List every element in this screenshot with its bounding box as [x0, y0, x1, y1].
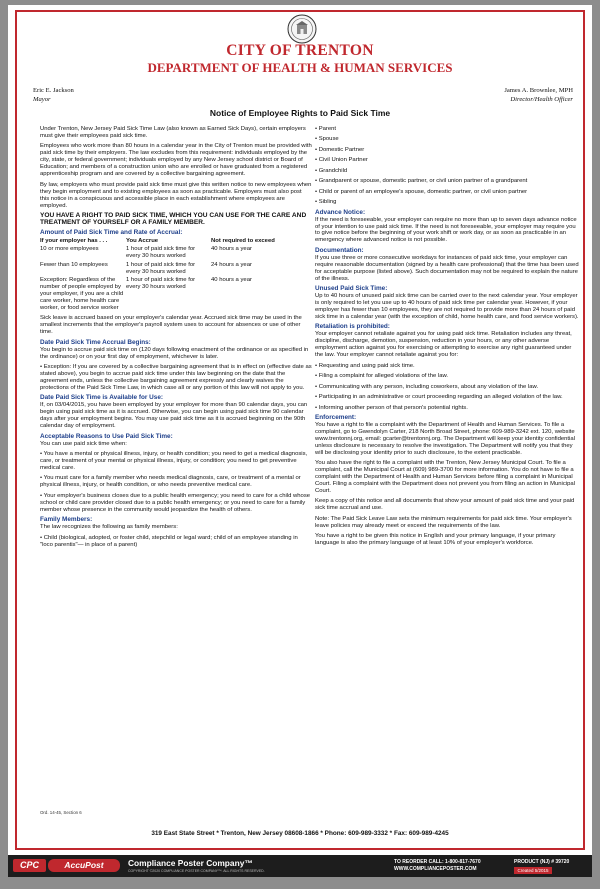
documentation-heading: Documentation:: [315, 246, 364, 254]
table-header-cell: You Accrue: [126, 237, 159, 244]
cpc-logo: CPC: [13, 859, 46, 872]
list-item: • Grandparent or spouse, domestic partner, or civil union partner of a grandparent: [315, 178, 528, 185]
table-header-cell: If your employer has . . .: [40, 237, 108, 244]
ordinance-ref: Ord. 14-45, Section 6: [40, 810, 82, 815]
posting-paragraph: By law, employers who must provide paid sick time must give this written notice to new employees when they begin employment and to existing employees as soon as practicable. Employers must also post this notice in a conspicuous and accessible place in each establishment where employees are employed.: [40, 181, 312, 209]
director-block: [504, 86, 573, 104]
reorder-block: [394, 859, 481, 872]
list-item: • Participating in an administrative or court proceeding regarding an alleged violation of the law.: [315, 394, 563, 401]
table-cell: 1 hour of paid sick time for every 30 hours worked: [126, 246, 196, 260]
list-item: • Parent: [315, 126, 337, 132]
right-column: [315, 126, 579, 551]
date-use-text: If, on 03/04/2015, you have been employed by your employer for more than 90 calendar days, you can begin using paid sick time as it is accrued. Otherwise, you can begin using paid sick time 90 calendar days after your employment begins. You may use paid sick time as it is accrued beginning on the 90th calendar day of employment.: [40, 402, 308, 430]
list-item: • Child or parent of an employee's spouse, domestic partner, or civil union partner: [315, 188, 528, 195]
poster-frame: [15, 10, 585, 850]
list-item: • Informing another person of that person's potential rights.: [315, 404, 468, 411]
accupost-logo: AccuPost: [48, 859, 120, 872]
reasons-intro: You can use paid sick time when:: [40, 440, 127, 447]
director-title: Director/Health Officer: [510, 96, 573, 103]
created-badge: Created 5/2015: [514, 867, 552, 874]
note-text: Note: The Paid Sick Leave Law sets the minimum requirements for paid sick time. Your employer's leave policies may already meet or exceed the requirements of the law.: [315, 515, 572, 529]
city-title: CITY OF TRENTON: [226, 42, 374, 59]
table-cell: 24 hours a year: [211, 261, 252, 268]
table-cell: 1 hour of paid sick time for every 30 hours worked: [126, 261, 196, 275]
poster: [8, 5, 592, 877]
list-item: • Child (biological, adopted, or foster child, stepchild or legal ward; child of an employee standing in "loco parentis"— in place of a parent): [40, 534, 298, 548]
date-accrual-heading: Date Paid Sick Time Accrual Begins:: [40, 338, 151, 346]
reasons-heading: Acceptable Reasons to Use Paid Sick Time:: [40, 432, 173, 440]
list-item: • Communicating with any person, including coworkers, about any violation of the law.: [315, 383, 539, 390]
court-text: You also have the right to file a complaint with the Trenton, New Jersey Municipal Court. To file a complaint, call the Municipal Court at (609) 989-3700 for more information. You do not have to file a complaint with the Department of Health and Human Services before filing a complaint in Municipal Court. Filing a complaint with the Department does not prevent you from filing an action in Municipal Court.: [315, 460, 575, 494]
unused-heading: Unused Paid Sick Time:: [315, 285, 388, 293]
address-line: 319 East State Street * Trenton, New Jersey 08608-1866 * Phone: 609-989-3332 * Fax: 609-989-4245: [151, 830, 449, 837]
reorder-phone: TO REORDER CALL: 1-800-817-7670: [394, 859, 481, 865]
list-item: • Sibling: [315, 199, 337, 206]
mayor-block: [33, 86, 74, 104]
retaliation-text: Your employer cannot retaliate against you for using paid sick time. Retaliation includes any threat, discipline, discharge, demotion, suspension, reduction in your hours, or any other adverse employment action against you for exercising or attempting to exercise any right guaranteed under the law. Your employer cannot retaliate against you for:: [315, 331, 572, 359]
advance-heading: Advance Notice:: [315, 208, 366, 216]
list-item: • Domestic Partner: [315, 146, 365, 153]
rights-heading: YOU HAVE A RIGHT TO PAID SICK TIME, WHICH YOU CAN USE FOR THE CARE AND TREATMENT OF YOURSELF OR A FAMILY MEMBER.: [40, 211, 307, 226]
family-intro: The law recognizes the following as family members:: [40, 524, 178, 531]
table-row: [40, 246, 312, 261]
keep-copy-text: Keep a copy of this notice and all documents that show your amount of paid sick time and your paid sick time accrual and use.: [315, 498, 575, 512]
unused-text: Up to 40 hours of unused paid sick time can be carried over to the next calendar year. Your employer is only required to let you use up to 40 hours of paid sick time per calendar year. However, if your employer has fewer than 10 employees, they are not required to provide more than 24 hours of paid sick time in a calendar year (with the exception of child, home health care, and food service workers).: [315, 293, 579, 320]
company-name: Compliance Poster Company™: [128, 858, 253, 868]
table-row: [40, 262, 312, 277]
amount-heading: Amount of Paid Sick Time and Rate of Accrual:: [40, 228, 183, 236]
copyright-line: COPYRIGHT ©2020 COMPLIANCE POSTER COMPANY™. ALL RIGHTS RESERVED.: [128, 869, 265, 873]
list-item: • Filing a complaint for alleged violations of the law.: [315, 373, 449, 380]
city-seal-icon: [287, 14, 317, 44]
family-heading: Family Members:: [40, 516, 93, 524]
table-cell: 40 hours a year: [211, 246, 252, 253]
table-cell: 1 hour of paid sick time for every 30 hours worked: [126, 277, 196, 291]
eligibility-paragraph: Employees who work more than 80 hours in a calendar year in the City of Trenton must be provided with paid sick time by their employers. The law excludes from this requirement: individuals employed by the city, state, or federal government; individuals employed by any New Jersey school district or Board of Education; and members of a construction union who are enrolled or have graduated from a registered apprenticeship program and are covered by a collective bargaining agreement.: [40, 143, 312, 178]
list-item: • Civil Union Partner: [315, 157, 368, 164]
list-item: • Spouse: [315, 136, 339, 143]
retaliation-heading: Retaliation is prohibited:: [315, 323, 390, 331]
advance-text: If the need is foreseeable, your employer can require no more than up to seven days advance notice of your intention to use paid sick time. If the need is not foreseeable, your employer may require you to give notice before the beginning of your work shift or work day, or as soon as practicable in an emergency where advanced notice is not possible.: [315, 216, 577, 244]
intro-paragraph: Under Trenton, New Jersey Paid Sick Time Law (also known as Earned Sick Days), certain employers must give their employees paid sick time.: [40, 126, 306, 139]
mayor-title: Mayor: [33, 96, 51, 103]
website-link[interactable]: WWW.COMPLIANCEPOSTER.COM: [394, 865, 477, 872]
table-row: [40, 277, 312, 313]
table-cell: 10 or more employees: [40, 246, 99, 253]
table-cell: Fewer than 10 employees: [40, 261, 108, 268]
documentation-text: If you use three or more consecutive workdays for instances of paid sick time, your employer can require reasonable documentation (signed by a health care professional) that the time has been used for acceptable purpose (listed above). Such documentation may not be required to explain the nature of the illness.: [315, 254, 579, 282]
date-accrual-text: You begin to accrue paid sick time on (120 days following enactment of the ordinance or as specified in the ordinance) or on your first day of employment, whichever is later.: [40, 346, 309, 360]
product-number: PRODUCT (NJ) # 39720: [514, 859, 570, 865]
publisher-footer: [8, 855, 592, 877]
language-text: You have a right to be given this notice in English and your primary language, if your primary language is also the primary language of at least 10% of your employer's workforce.: [315, 533, 556, 547]
list-item: • Your employer's business closes due to a public health emergency; you need to care for a child whose school or child care provider closed due to a public health emergency; or you need to care for a family member whose presence in the community would jeopardize the health of others.: [40, 492, 311, 513]
accrual-note: Sick leave is accrued based on your employer's calendar year. Accrued sick time may be used in the smallest increments that the employer's payroll system uses to account for absences or use of other time.: [40, 315, 302, 336]
notice-title: Notice of Employee Rights to Paid Sick Time: [209, 108, 391, 118]
department-title: DEPARTMENT OF HEALTH & HUMAN SERVICES: [147, 60, 453, 75]
list-item: • Requesting and using paid sick time.: [315, 362, 415, 369]
enforcement-heading: Enforcement:: [315, 413, 357, 421]
accrual-table-header: [40, 238, 312, 246]
mayor-name: Eric E. Jackson: [33, 87, 74, 94]
list-item: • You must care for a family member who needs medical diagnosis, care, or treatment of a mental or physical illness, injury, or health condition, or who needs preventive medical care.: [40, 475, 301, 489]
date-use-heading: Date Paid Sick Time is Available for Use:: [40, 394, 164, 402]
director-name: James A. Brownlee, MPH: [504, 87, 573, 94]
list-item: • You have a mental or physical illness, injury, or health condition; you need to get a medical diagnosis, care, or treatment of your mental or physical illness, injury, or condition; you need to get preventive medical care.: [40, 451, 308, 471]
left-column: [40, 126, 312, 552]
accrual-table: [40, 238, 312, 314]
table-cell: 40 hours a year: [211, 277, 252, 284]
list-item: • Grandchild: [315, 167, 348, 174]
table-header-cell: Not required to exceed: [211, 237, 275, 244]
date-accrual-exception: • Exception: If you are covered by a collective bargaining agreement that is in effect on (effective date as stated above), you begin to accrue paid sick time under this law beginning on the date that the agreement ends, unless the collective bargaining agreement expressly and clearly waives the protections of the Paid Sick Time Law, in which case all or any portion of this law will not apply to you.: [40, 364, 312, 391]
table-cell: Exception: Regardless of the number of people employed by your employer, if you are a child care worker, home health care worker, or food service worker: [40, 277, 124, 311]
enforcement-text: You have a right to file a complaint with the Department of Health and Human Services. To file a complaint, go to Gwendolyn Carter, 218 North Broad Street, phone: 609-989-3242 ext. 120, website www.trentonnj.org, email: gcarter@trentonnj.org. The Department will keep your identity confidential unless disclosure is necessary to resolve the investigation. The Department will notify you that they will be disclosing your identity prior to such disclosure, to the extent practicable.: [315, 421, 575, 456]
